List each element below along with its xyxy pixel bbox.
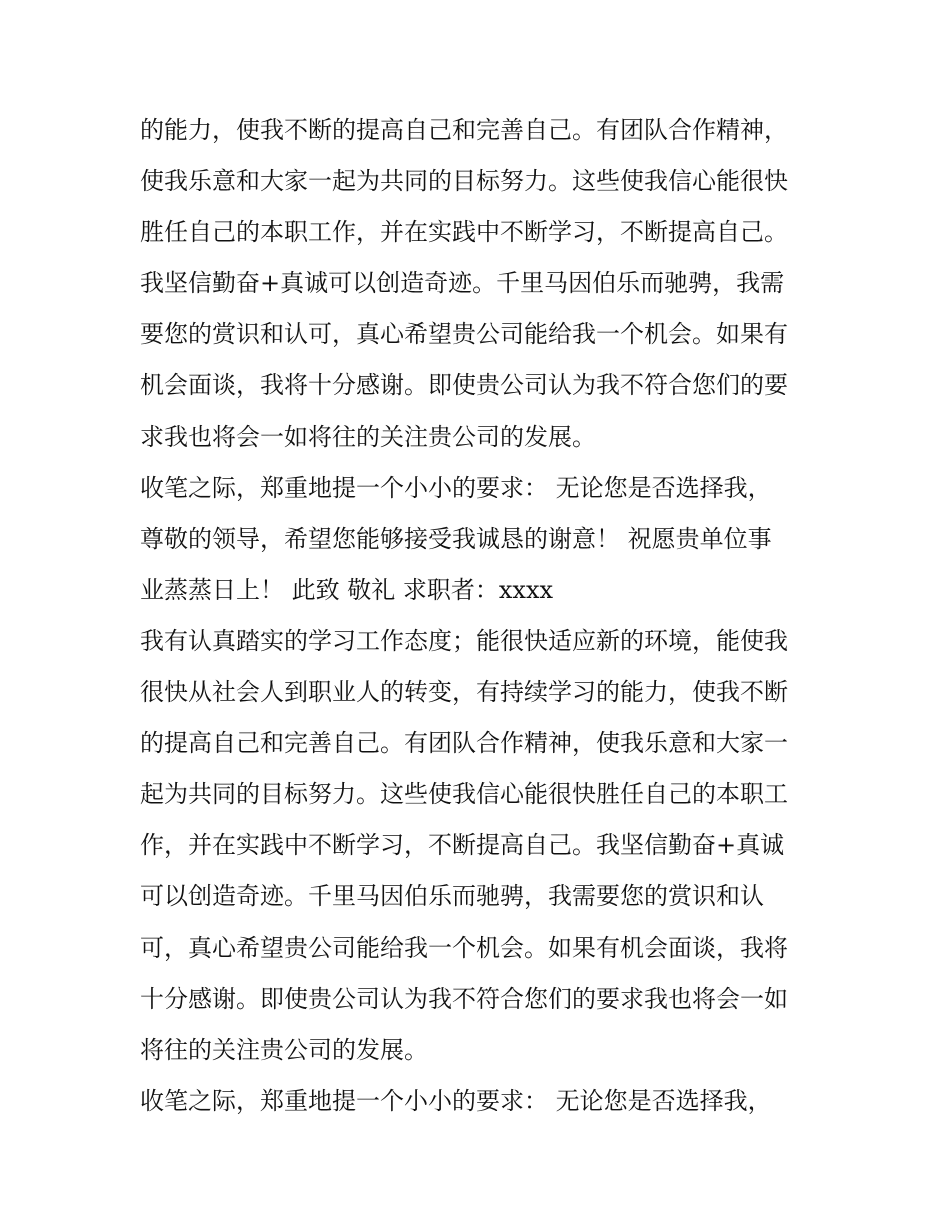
text-line: 业蒸蒸日上！ 此致 敬礼 求职者：xxxx xyxy=(140,575,554,604)
text-line: 机会面谈，我将十分感谢。即使贵公司认为我不符合您们的要 xyxy=(140,371,788,400)
text-line: 使我乐意和大家一起为共同的目标努力。这些使我信心能很快 xyxy=(140,167,788,196)
text-line: 要您的赏识和认可，真心希望贵公司能给我一个机会。如果有 xyxy=(140,320,788,349)
text-line: 胜任自己的本职工作，并在实践中不断学习，不断提高自己。 xyxy=(140,218,788,247)
text-line: 可，真心希望贵公司能给我一个机会。如果有机会面谈，我将 xyxy=(140,933,788,962)
text-line: 可以创造奇迹。千里马因伯乐而驰骋，我需要您的赏识和认 xyxy=(140,882,764,911)
text-line: 的提高自己和完善自己。有团队合作精神，使我乐意和大家一 xyxy=(140,729,788,758)
text-line: 作，并在实践中不断学习，不断提高自己。我坚信勤奋+真诚 xyxy=(140,831,785,860)
text-line: 很快从社会人到职业人的转变，有持续学习的能力，使我不断 xyxy=(140,678,788,707)
document-body xyxy=(140,105,840,1127)
text-line: 求我也将会一如将往的关注贵公司的发展。 xyxy=(140,422,596,451)
text-line: 收笔之际，郑重地提一个小小的要求： 无论您是否选择我， xyxy=(140,1086,772,1115)
text-line: 十分感谢。即使贵公司认为我不符合您们的要求我也将会一如 xyxy=(140,984,788,1013)
text-line: 的能力，使我不断的提高自己和完善自己。有团队合作精神， xyxy=(140,116,788,144)
text-line: 将往的关注贵公司的发展。 xyxy=(140,1035,428,1064)
text-line: 收笔之际，郑重地提一个小小的要求： 无论您是否选择我， xyxy=(140,473,772,502)
text-line: 起为共同的目标努力。这些使我信心能很快胜任自己的本职工 xyxy=(140,780,788,809)
text-line: 我有认真踏实的学习工作态度；能很快适应新的环境，能使我 xyxy=(140,626,788,655)
text-line: 尊敬的领导，希望您能够接受我诚恳的谢意！ 祝愿贵单位事 xyxy=(140,524,772,553)
text-line: 我坚信勤奋+真诚可以创造奇迹。千里马因伯乐而驰骋，我需 xyxy=(140,269,785,298)
